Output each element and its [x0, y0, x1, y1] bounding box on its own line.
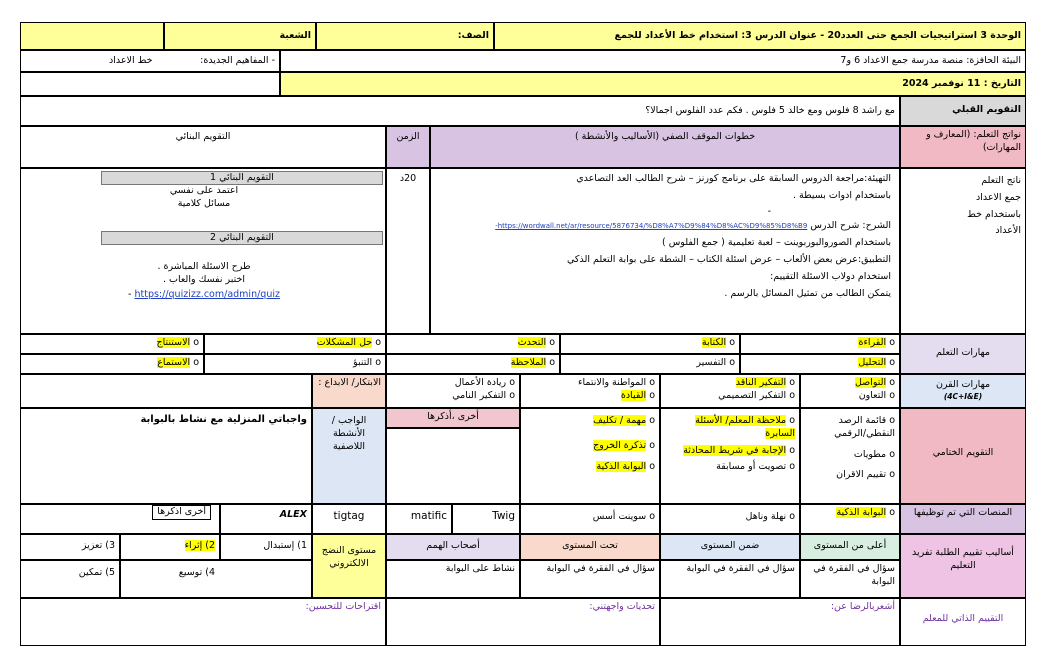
skills-label: مهارات التعلم: [900, 334, 1026, 374]
skill-listening: الاستماع: [157, 357, 191, 368]
level-determination-value: نشاط على البوابة: [386, 560, 520, 598]
century-label: مهارات القرن: [935, 379, 991, 390]
step-apply: التطبيق:عرض بعض الألعاب – عرض اسئلة الكتاب – الشطة على بوابة التعلم الذكي: [567, 254, 891, 266]
skill-writing-cell: [560, 334, 740, 354]
challenges-field: تحديات واجهتني:: [386, 598, 660, 646]
formative1-line: اعتمد على نفسي: [169, 185, 239, 196]
class-field: الصف:: [316, 22, 494, 50]
skill-reading: القراءة: [858, 337, 887, 348]
chat-answer: الإجابة في شريط المحادثة: [683, 444, 787, 456]
other-value: [386, 428, 520, 504]
differentiation-label: أساليب تقييم الطلبة تفريد التعليم: [900, 534, 1026, 598]
skill-writing: الكتابة: [701, 337, 727, 348]
lesson-plan-table: [20, 22, 1026, 646]
platform-twig: Twig: [452, 504, 520, 534]
skill-reading-cell: [740, 334, 900, 354]
skill-entrepreneurship: ريادة الأعمال: [454, 377, 507, 388]
task-assignment: مهمة / تكليف: [593, 415, 647, 426]
teacher-observation: ملاحظة المعلم/ الأسئلة السابرة: [695, 415, 795, 439]
time-header: الزمن: [386, 126, 430, 168]
summative-label: التقويم الختامي: [900, 408, 1026, 504]
century-col4: [386, 374, 520, 408]
platform-other-cell: [20, 504, 220, 534]
concepts-label: - المفاهيم الجديدة:: [200, 55, 275, 66]
skill-growth-mindset: التفكير النامي: [452, 389, 507, 401]
level-above: أعلى من المستوى: [800, 534, 900, 560]
steps-cell: [430, 168, 900, 334]
outcome-line: الأعداد: [995, 225, 1021, 237]
homework-value: واجباتي المنزلية مع نشاط بالبوابة: [20, 408, 312, 504]
platform-alex: ALEX: [220, 504, 312, 534]
skill-speaking: التحدث: [517, 337, 547, 348]
maturity-reinforce: 3) تعزيز: [20, 534, 120, 560]
formative2-line: اختبر نفسك والعاب .: [162, 273, 246, 285]
outcome-line: باستخدام خط: [967, 208, 1021, 220]
unit-title: الوحدة 3 استراتيجيات الجمع حتى العدد20 - عنوان الدرس 3: استخدام خط الأعداد للجمع: [494, 22, 1026, 50]
skill-problem-cell: [204, 334, 386, 354]
platform-matific: matific: [386, 504, 452, 534]
skill-leadership: القيادة: [620, 389, 647, 401]
level-within-value: سؤال في الفقرة في البوابة: [660, 560, 800, 598]
skill-interpretation: التفسير: [696, 357, 727, 368]
skill-observation-cell: [386, 354, 560, 374]
level-below: تحت المستوى: [520, 534, 660, 560]
maturity-extend: 4) توسيع: [120, 560, 312, 598]
platform-nahla-cell: [660, 504, 800, 534]
skill-design-thinking: التفكير التصميمي: [718, 389, 787, 401]
homework-label: الواجب / الأنشطة اللاصفية: [312, 408, 386, 504]
maturity-enrich: 2) إثراء: [184, 540, 215, 551]
platform-tigtag: tigtag: [312, 504, 386, 534]
skill-prediction-cell: [204, 354, 386, 374]
skill-collaboration: التعاون: [858, 389, 887, 401]
innovation-value: [20, 374, 312, 408]
step-explain-line: [439, 220, 891, 233]
summative-col1: [800, 408, 900, 504]
skill-problem-solving: حل المشكلات: [316, 337, 373, 348]
formative1-title: التقويم البنائي 1: [101, 171, 383, 185]
prior-eval-label: التقويم القبلي: [900, 96, 1026, 126]
checklist: قائمة الرصد النقطي/الرقمي: [834, 415, 895, 439]
date-field: التاريخ : 11 نوفمبر 2024: [280, 72, 1026, 96]
prior-eval-text: مع راشد 8 فلوس ومع خالد 5 فلوس . فكم عدد الفلوس اجمالا؟: [20, 96, 900, 126]
skill-citizenship: المواطنة والانتماء: [578, 377, 647, 388]
level-below-value: سؤال في الفقرة في البوابة: [520, 560, 660, 598]
voting-quiz: تصويت أو مسابقة: [716, 461, 787, 473]
platform-smart-cell: [800, 504, 900, 534]
formative2-line: طرح الاسئلة المباشرة .: [157, 261, 251, 272]
peer-eval: تقييم الاقران: [836, 469, 887, 481]
skill-deduction: الاستنتاج: [156, 337, 191, 348]
stimulus-field: البيئة الحافزة: منصة مدرسة جمع الاعداد 6 و7: [280, 50, 1026, 72]
innovation-label: الابتكار/ الابداع :: [312, 374, 386, 408]
step-dash: -: [767, 205, 771, 217]
platform-other: أخرى اذكرها: [152, 505, 211, 520]
century-sub: (4C+I&E): [943, 391, 983, 401]
steps-header: خطوات الموقف الصفي (الأساليب والأنشطة ): [430, 126, 900, 168]
skill-deduction-cell: [20, 334, 204, 354]
century-col3: [520, 374, 660, 408]
skill-analysis: التحليل: [858, 357, 887, 368]
level-above-value: سؤال في الفقرة في البوابة: [800, 560, 900, 598]
skill-critical-thinking: التفكير الناقد: [735, 377, 787, 388]
platforms-label: المنصات التي تم توظيفها: [900, 504, 1026, 534]
step-intro-tools: باستخدام ادوات بسيطة .: [793, 189, 891, 201]
outcome-cell: [900, 168, 1026, 334]
outcomes-header: نواتج التعلم: (المعارف و المهارات): [900, 126, 1026, 168]
section-field: الشعبة: [164, 22, 316, 50]
wordwall-link[interactable]: https://wordwall.net/ar/resource/5876734/%D8%A7%D9%84%D8%AC%D9%85%D8%B9-: [495, 222, 808, 231]
level-determination: أصحاب الهمم: [386, 534, 520, 560]
summative-col2: [660, 408, 800, 504]
date-empty: [20, 72, 280, 96]
suggestions-field: اقتراحات للتحسين:: [20, 598, 386, 646]
formative2-title: التقويم البنائي 2: [101, 231, 383, 245]
satisfaction-field: أشعربالرضا عن:: [660, 598, 900, 646]
skill-analysis-cell: [740, 354, 900, 374]
skill-listening-cell: [20, 354, 204, 374]
link-dash: -: [128, 288, 135, 300]
century-col2: [660, 374, 800, 408]
quizizz-link[interactable]: https://quizizz.com/admin/quiz: [134, 288, 280, 300]
century-col1: [800, 374, 900, 408]
maturity-empower: 5) تمكين: [20, 560, 120, 598]
maturity-replace: 1) إستبدال: [220, 534, 312, 560]
formative2-body: [21, 261, 386, 301]
formative1-body: [21, 185, 386, 211]
formative-cell: [20, 168, 386, 334]
skill-communication: التواصل: [854, 377, 887, 388]
smart-portal: البوابة الذكية: [596, 460, 647, 472]
outcome-line: جمع الاعداد: [975, 191, 1021, 203]
foldables: مطويات: [853, 448, 887, 460]
exit-ticket: تذكرة الخروج: [593, 439, 647, 451]
formative-header: التقويم البنائي: [20, 126, 386, 168]
skill-interpretation-cell: [560, 354, 740, 374]
step-wheel: استخدام دولاب الاسئلة التقييم:: [770, 270, 891, 282]
step-intro: التهيئة:مراجعة الدروس السابقة على برنامج كورنز – شرح الطالب العد التصاعدي: [576, 173, 891, 184]
century-label-cell: [900, 374, 1026, 408]
summative-col3: [520, 408, 660, 504]
step-media: باستخدام الصوروالبوربوينت – لعبة تعليمية ( جمع الفلوس ): [661, 237, 891, 249]
concepts-cell: [20, 50, 280, 72]
platform-nahla: نهلة وناهل: [745, 511, 787, 522]
maturity-enrich-cell: [120, 534, 220, 560]
elearning-label: مستوى النضج الالكتروني: [312, 534, 386, 598]
time-cell: 20د: [386, 168, 430, 334]
skill-prediction: التنبؤ: [353, 357, 373, 368]
platform-sweet: سوينت أسس: [592, 511, 647, 522]
concepts-value: خط الاعداد: [109, 55, 153, 66]
platform-smart-portal: البوابة الذكية: [836, 507, 887, 518]
header-empty: [20, 22, 164, 50]
other-label: أخرى ،أذكرها: [386, 408, 520, 428]
skill-observation: الملاحظة: [510, 357, 547, 368]
level-within: ضمن المستوى: [660, 534, 800, 560]
step-explain: الشرح: شرح الدرس: [810, 220, 891, 232]
step-outcome: يتمكن الطالب من تمثيل المسائل بالرسم .: [724, 287, 891, 299]
platform-sweet-cell: [520, 504, 660, 534]
formative1-line: مسائل كلامية: [177, 197, 231, 209]
skill-speaking-cell: [386, 334, 560, 354]
outcome-line: ناتج التعلم: [981, 175, 1021, 186]
self-eval-label: التقييم الذاتي للمعلم: [900, 598, 1026, 646]
